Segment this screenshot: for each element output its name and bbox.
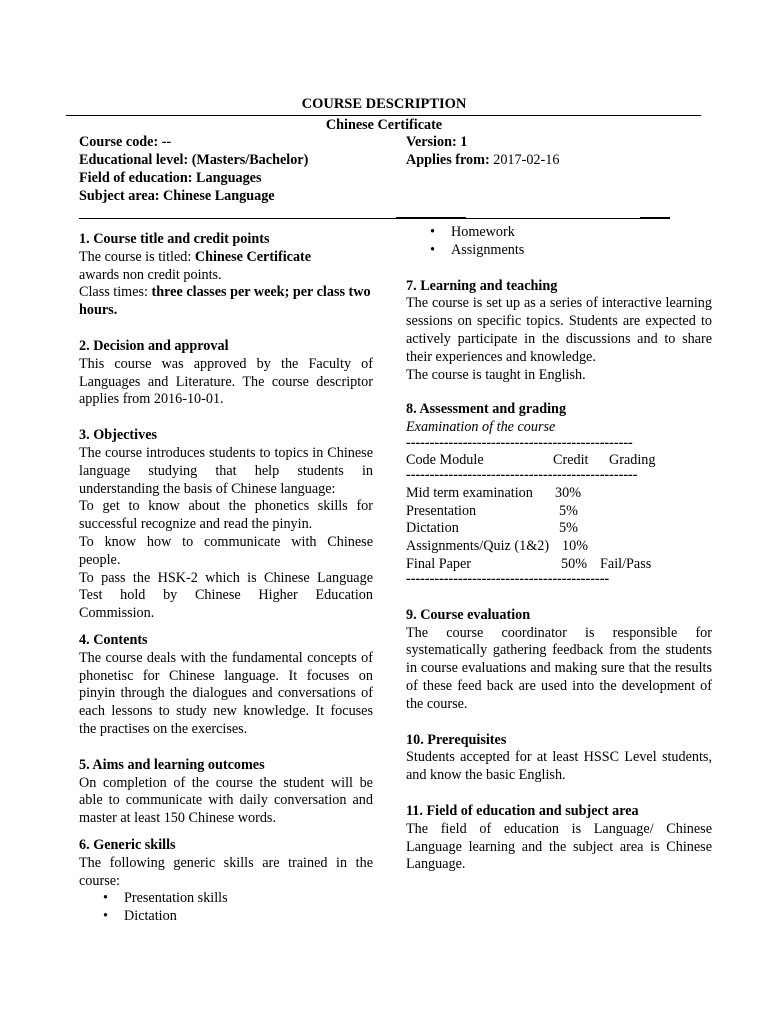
- table-rule-bottom: -------------------------------------------: [406, 570, 610, 587]
- list-item: • Presentation skills: [79, 890, 373, 908]
- s4-heading: 4. Contents: [79, 631, 148, 648]
- course-code: Course code: --: [79, 134, 172, 150]
- s3-p4: To pass the HSK-2 which is Chinese Language Test hold by Chinese Higher Education Commission.: [79, 569, 373, 622]
- s2-heading: 2. Decision and approval: [79, 337, 229, 354]
- generic-skills-list: [79, 890, 373, 926]
- s9-text: The course coordinator is responsible for systematically gathering feedback from the students in course evaluations and making sure that the results of these feed back are used into the development of the course.: [406, 624, 712, 712]
- s10-text: Students accepted for at least HSSC Level students, and know the basic English.: [406, 749, 712, 784]
- table-row: Mid term examination 30%: [406, 484, 582, 501]
- s5-heading: 5. Aims and learning outcomes: [79, 756, 265, 773]
- table-row: Presentation 5%: [406, 502, 578, 519]
- applies-from: [406, 151, 559, 169]
- col-header-credit: Credit: [553, 451, 589, 468]
- s1-class-times: Class times: three classes per week; per class two hours.: [79, 284, 371, 319]
- s11-heading: 11. Field of education and subject area: [406, 802, 639, 819]
- list-item: • Homework: [406, 224, 712, 242]
- meta-separator: [79, 218, 670, 219]
- s11-text: The field of education is Language/ Chinese Language learning and the subject area is Chinese Language.: [406, 820, 712, 873]
- separator-accent-2: [640, 217, 670, 219]
- table-row: Assignments/Quiz (1&2) 10%: [406, 538, 589, 555]
- s7-heading: 7. Learning and teaching: [406, 277, 558, 294]
- s7-p2: The course is taught in English.: [406, 366, 586, 383]
- s1-credit-line: awards non credit points.: [79, 266, 222, 283]
- col-header-grading: Grading: [609, 451, 656, 468]
- s2-text: This course was approved by the Faculty of Languages and Literature. The course descriptor applies from 2016-10-01.: [79, 355, 373, 408]
- s9-heading: 9. Course evaluation: [406, 606, 531, 623]
- s8-heading: 8. Assessment and grading: [406, 401, 567, 418]
- s3-heading: 3. Objectives: [79, 427, 158, 444]
- list-item: • Assignments: [406, 242, 712, 260]
- left-column: [79, 231, 373, 926]
- document-subtitle: Chinese Certificate: [325, 117, 443, 133]
- subject-area: Subject area: Chinese Language: [79, 188, 275, 204]
- s1-course-name: Chinese Certificate: [194, 248, 312, 265]
- s7-p1: The course is set up as a series of interactive learning sessions on specific topics. Students are expected to actively participate in the discussions and to share their experiences and knowledge.: [406, 295, 712, 365]
- meta-left: [79, 133, 308, 205]
- applies-from-value: 2017-02-16: [493, 152, 560, 168]
- s10-heading: 10. Prerequisites: [406, 731, 507, 748]
- separator-accent-1: [396, 217, 466, 219]
- s5-text: On completion of the course the student will be able to communicate with daily conversation and master at least 150 Chinese words.: [79, 774, 373, 827]
- s4-text: The course deals with the fundamental concepts of phonetisc for Chinese language. It focuses on pinyin through the dialogues and conversations of each lessons to study new knowledge. It focuses the practises on the exercises.: [79, 649, 373, 737]
- table-row: Final Paper 50% Fail/Pass: [406, 555, 652, 572]
- s6-heading: 6. Generic skills: [79, 836, 176, 853]
- col-header-module: Code Module: [406, 451, 484, 468]
- s3-p2: To get to know about the phonetics skills for successful recognize and read the pinyin.: [79, 498, 373, 533]
- title-rule: [66, 115, 701, 116]
- s8-subheading: Examination of the course: [406, 419, 556, 436]
- table-rule-mid: -------------------------------------------------: [406, 466, 638, 483]
- generic-skills-list-cont: [406, 224, 712, 260]
- s6-intro: The following generic skills are trained in the course:: [79, 854, 373, 889]
- list-item: • Dictation: [79, 908, 373, 926]
- s3-p1: The course introduces students to topics in Chinese language studying that help students in understanding the basis of Chinese language:: [79, 444, 373, 497]
- s1-heading: 1. Course title and credit points: [79, 231, 270, 247]
- s3-p3: To know how to communicate with Chinese people.: [79, 533, 373, 568]
- table-row: Dictation 5%: [406, 520, 578, 537]
- educational-level: Educational level: (Masters/Bachelor): [79, 152, 309, 168]
- document-title: COURSE DESCRIPTION: [301, 96, 467, 112]
- table-header-row: [406, 452, 712, 470]
- right-column: [406, 224, 712, 874]
- table-rule-top: ------------------------------------------------: [406, 434, 633, 451]
- version: Version: 1: [406, 134, 468, 150]
- meta-right: [406, 133, 559, 169]
- field-of-education: Field of education: Languages: [79, 170, 262, 186]
- applies-from-label: Applies from:: [406, 152, 490, 168]
- s1-title-line: The course is titled: Chinese Certificate: [79, 248, 312, 265]
